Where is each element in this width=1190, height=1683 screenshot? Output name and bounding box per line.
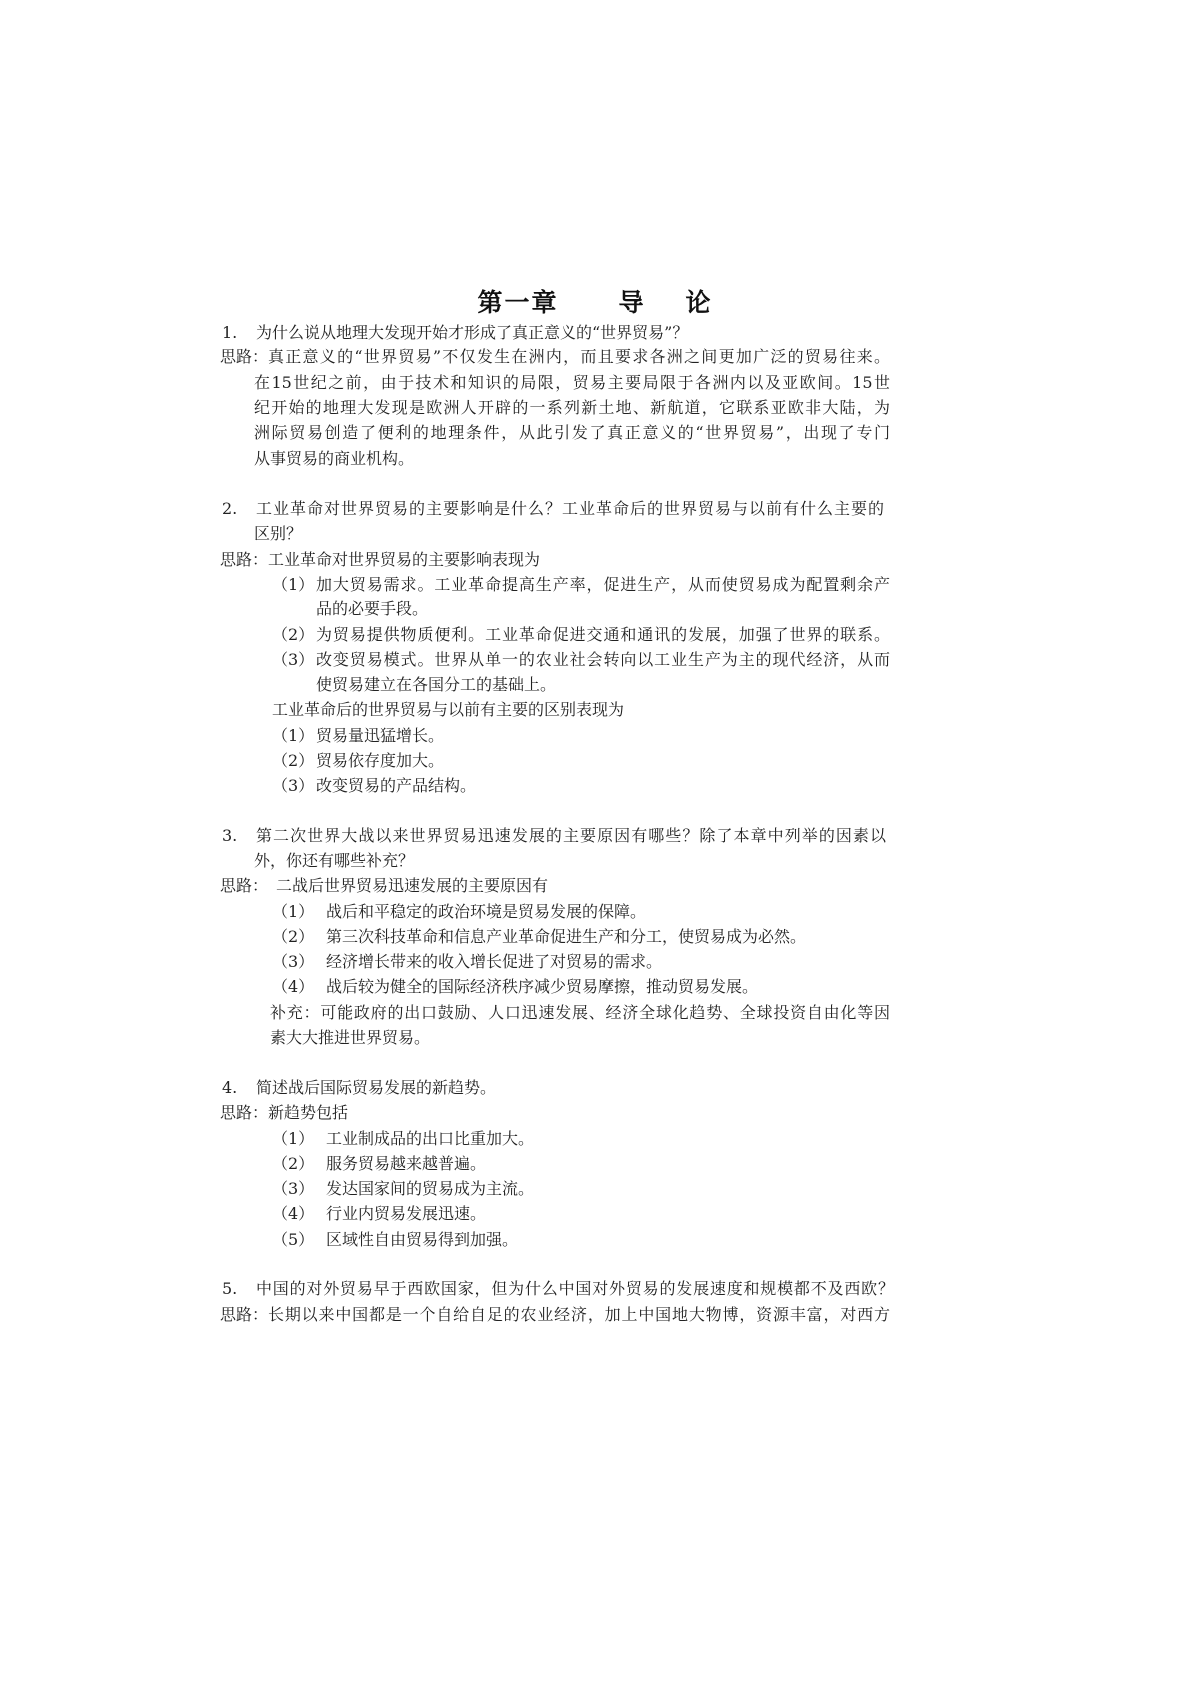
item-text: 加大贸易需求。工业革命提高生产率，促进生产，从而使贸易成为配置剩余产 [316, 575, 890, 594]
supplement-text: 素大大推进世界贸易。 [270, 1028, 431, 1047]
item-number: （3） [272, 1179, 315, 1198]
answer-intro: 二战后世界贸易迅速发展的主要原因有 [276, 876, 549, 895]
item-text: 工业制成品的出口比重加大。 [326, 1129, 535, 1148]
question-number: 2. [222, 499, 238, 518]
answer-line: 纪开始的地理大发现是欧洲人开辟的一系列新土地、新航道，它联系亚欧非大陆，为 [254, 398, 890, 417]
chapter-title [0, 283, 1190, 319]
answer-intro: 新趋势包括 [268, 1103, 349, 1122]
item-number: （1） [272, 1129, 315, 1148]
answer-intro: 工业革命后的世界贸易与以前有主要的区别表现为 [272, 700, 625, 719]
question-text: 简述战后国际贸易发展的新趋势。 [256, 1078, 497, 1097]
item-number: （1） [272, 726, 315, 745]
answer-label: 思路： [220, 876, 269, 895]
item-number: （2） [272, 751, 315, 770]
question-text: 第二次世界大战以来世界贸易迅速发展的主要原因有哪些？除了本章中列举的因素以 [256, 826, 886, 845]
item-text: 战后较为健全的国际经济秩序减少贸易摩擦，推动贸易发展。 [326, 977, 759, 996]
chapter-title-char: 导 [618, 288, 646, 317]
item-text: 改变贸易的产品结构。 [316, 776, 477, 795]
item-text: 发达国家间的贸易成为主流。 [326, 1179, 535, 1198]
item-text: 行业内贸易发展迅速。 [326, 1204, 487, 1223]
answer-line: 从事贸易的商业机构。 [254, 449, 415, 468]
question-text: 外，你还有哪些补充？ [254, 851, 415, 870]
answer-line: 洲际贸易创造了便利的地理条件，从此引发了真正意义的“世界贸易”，出现了专门 [254, 423, 890, 442]
answer-line: 真正意义的“世界贸易”不仅发生在洲内，而且要求各洲之间更加广泛的贸易往来。 [268, 347, 890, 366]
item-text: 区域性自由贸易得到加强。 [326, 1230, 519, 1249]
item-text: 经济增长带来的收入增长促进了对贸易的需求。 [326, 952, 663, 971]
item-text: 贸易量迅猛增长。 [316, 726, 445, 745]
item-number: （4） [272, 1204, 315, 1223]
item-number: （2） [272, 625, 315, 644]
supplement-text: 补充：可能政府的出口鼓励、人口迅速发展、经济全球化趋势、全球投资自由化等因 [270, 1003, 890, 1022]
item-text: 使贸易建立在各国分工的基础上。 [316, 675, 557, 694]
question-text: 中国的对外贸易早于西欧国家，但为什么中国对外贸易的发展速度和规模都不及西欧？ [256, 1279, 894, 1298]
question-text: 工业革命对世界贸易的主要影响是什么？工业革命后的世界贸易与以前有什么主要的 [256, 499, 884, 518]
item-text: 改变贸易模式。世界从单一的农业社会转向以工业生产为主的现代经济，从而 [316, 650, 890, 669]
item-number: （4） [272, 977, 315, 996]
item-text: 第三次科技革命和信息产业革命促进生产和分工，使贸易成为必然。 [326, 927, 807, 946]
question-number: 5. [222, 1279, 238, 1298]
item-number: （2） [272, 927, 315, 946]
item-text: 贸易依存度加大。 [316, 751, 445, 770]
answer-label: 思路： [220, 347, 269, 366]
item-number: （3） [272, 650, 315, 669]
item-text: 服务贸易越来越普遍。 [326, 1154, 487, 1173]
question-number: 3. [222, 826, 238, 845]
chapter-title-char: 论 [685, 288, 713, 317]
item-number: （3） [272, 952, 315, 971]
question-text: 为什么说从地理大发现开始才形成了真正意义的“世界贸易”？ [256, 323, 689, 342]
item-number: （1） [272, 902, 315, 921]
answer-label: 思路： [220, 1305, 269, 1324]
answer-line: 在15世纪之前，由于技术和知识的局限，贸易主要局限于各洲内以及亚欧间。15世 [254, 373, 890, 392]
answer-label: 思路： [220, 550, 269, 569]
answer-intro: 工业革命对世界贸易的主要影响表现为 [268, 550, 541, 569]
item-text: 为贸易提供物质便利。工业革命促进交通和通讯的发展，加强了世界的联系。 [316, 625, 890, 644]
item-number: （3） [272, 776, 315, 795]
question-number: 4. [222, 1078, 238, 1097]
answer-label: 思路： [220, 1103, 269, 1122]
item-number: （1） [272, 575, 315, 594]
chapter-number: 第一章 [477, 288, 559, 317]
question-text: 区别？ [254, 524, 303, 543]
question-number: 1. [222, 323, 238, 342]
item-number: （2） [272, 1154, 315, 1173]
item-number: （5） [272, 1230, 315, 1249]
answer-line: 长期以来中国都是一个自给自足的农业经济，加上中国地大物博，资源丰富，对西方 [268, 1305, 890, 1324]
item-text: 战后和平稳定的政治环境是贸易发展的保障。 [326, 902, 647, 921]
item-text: 品的必要手段。 [316, 599, 429, 618]
